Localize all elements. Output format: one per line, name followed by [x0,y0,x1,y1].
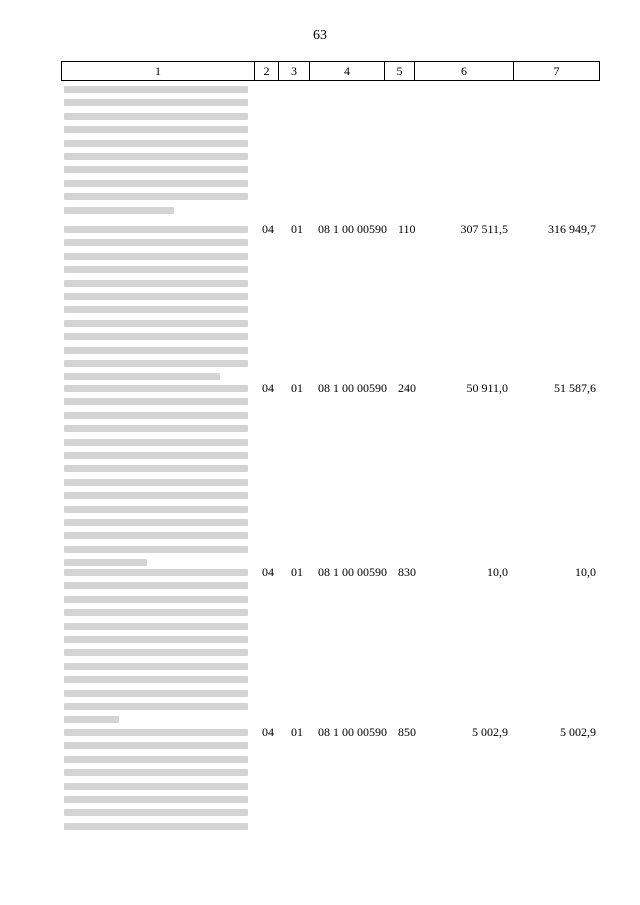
row-2-description [64,385,248,572]
row-4-col7: 5 002,9 [560,725,596,739]
row-2-col7: 51 587,6 [554,381,596,395]
row-4-col6: 5 002,9 [472,725,508,739]
row-4-col2: 04 [262,725,274,739]
column-header-2: 2 [255,62,279,80]
row-2-col2: 04 [262,381,274,395]
row-2-col6: 50 911,0 [466,381,508,395]
row-1-col5: 110 [398,222,416,236]
page-number: 63 [313,28,327,43]
column-header-1: 1 [62,62,255,80]
row-1-col7: 316 949,7 [548,222,596,236]
row-3-col4: 08 1 00 00590 [318,565,387,579]
row-3-description [64,569,248,730]
row-4-col3: 01 [291,725,303,739]
row-continuation-text [64,86,248,220]
column-header-3: 3 [279,62,310,80]
row-1-col4: 08 1 00 00590 [318,222,387,236]
row-1-col6: 307 511,5 [460,222,508,236]
row-4-col5: 850 [398,725,416,739]
row-1-description [64,226,248,387]
row-2-col5: 240 [398,381,416,395]
column-header-7: 7 [553,64,560,78]
row-3-col2: 04 [262,565,274,579]
row-4-col4: 08 1 00 00590 [318,725,387,739]
row-2-col4: 08 1 00 00590 [318,381,387,395]
column-header-4: 4 [310,62,385,80]
table-header-row [61,61,600,81]
row-1-col2: 04 [262,222,274,236]
row-1-col3: 01 [291,222,303,236]
column-header-6: 6 [415,62,514,80]
row-2-col3: 01 [291,381,303,395]
row-3-col6: 10,0 [487,565,508,579]
row-3-col5: 830 [398,565,416,579]
row-4-description [64,729,248,836]
row-3-col3: 01 [291,565,303,579]
column-header-5: 5 [385,62,415,80]
row-3-col7: 10,0 [575,565,596,579]
